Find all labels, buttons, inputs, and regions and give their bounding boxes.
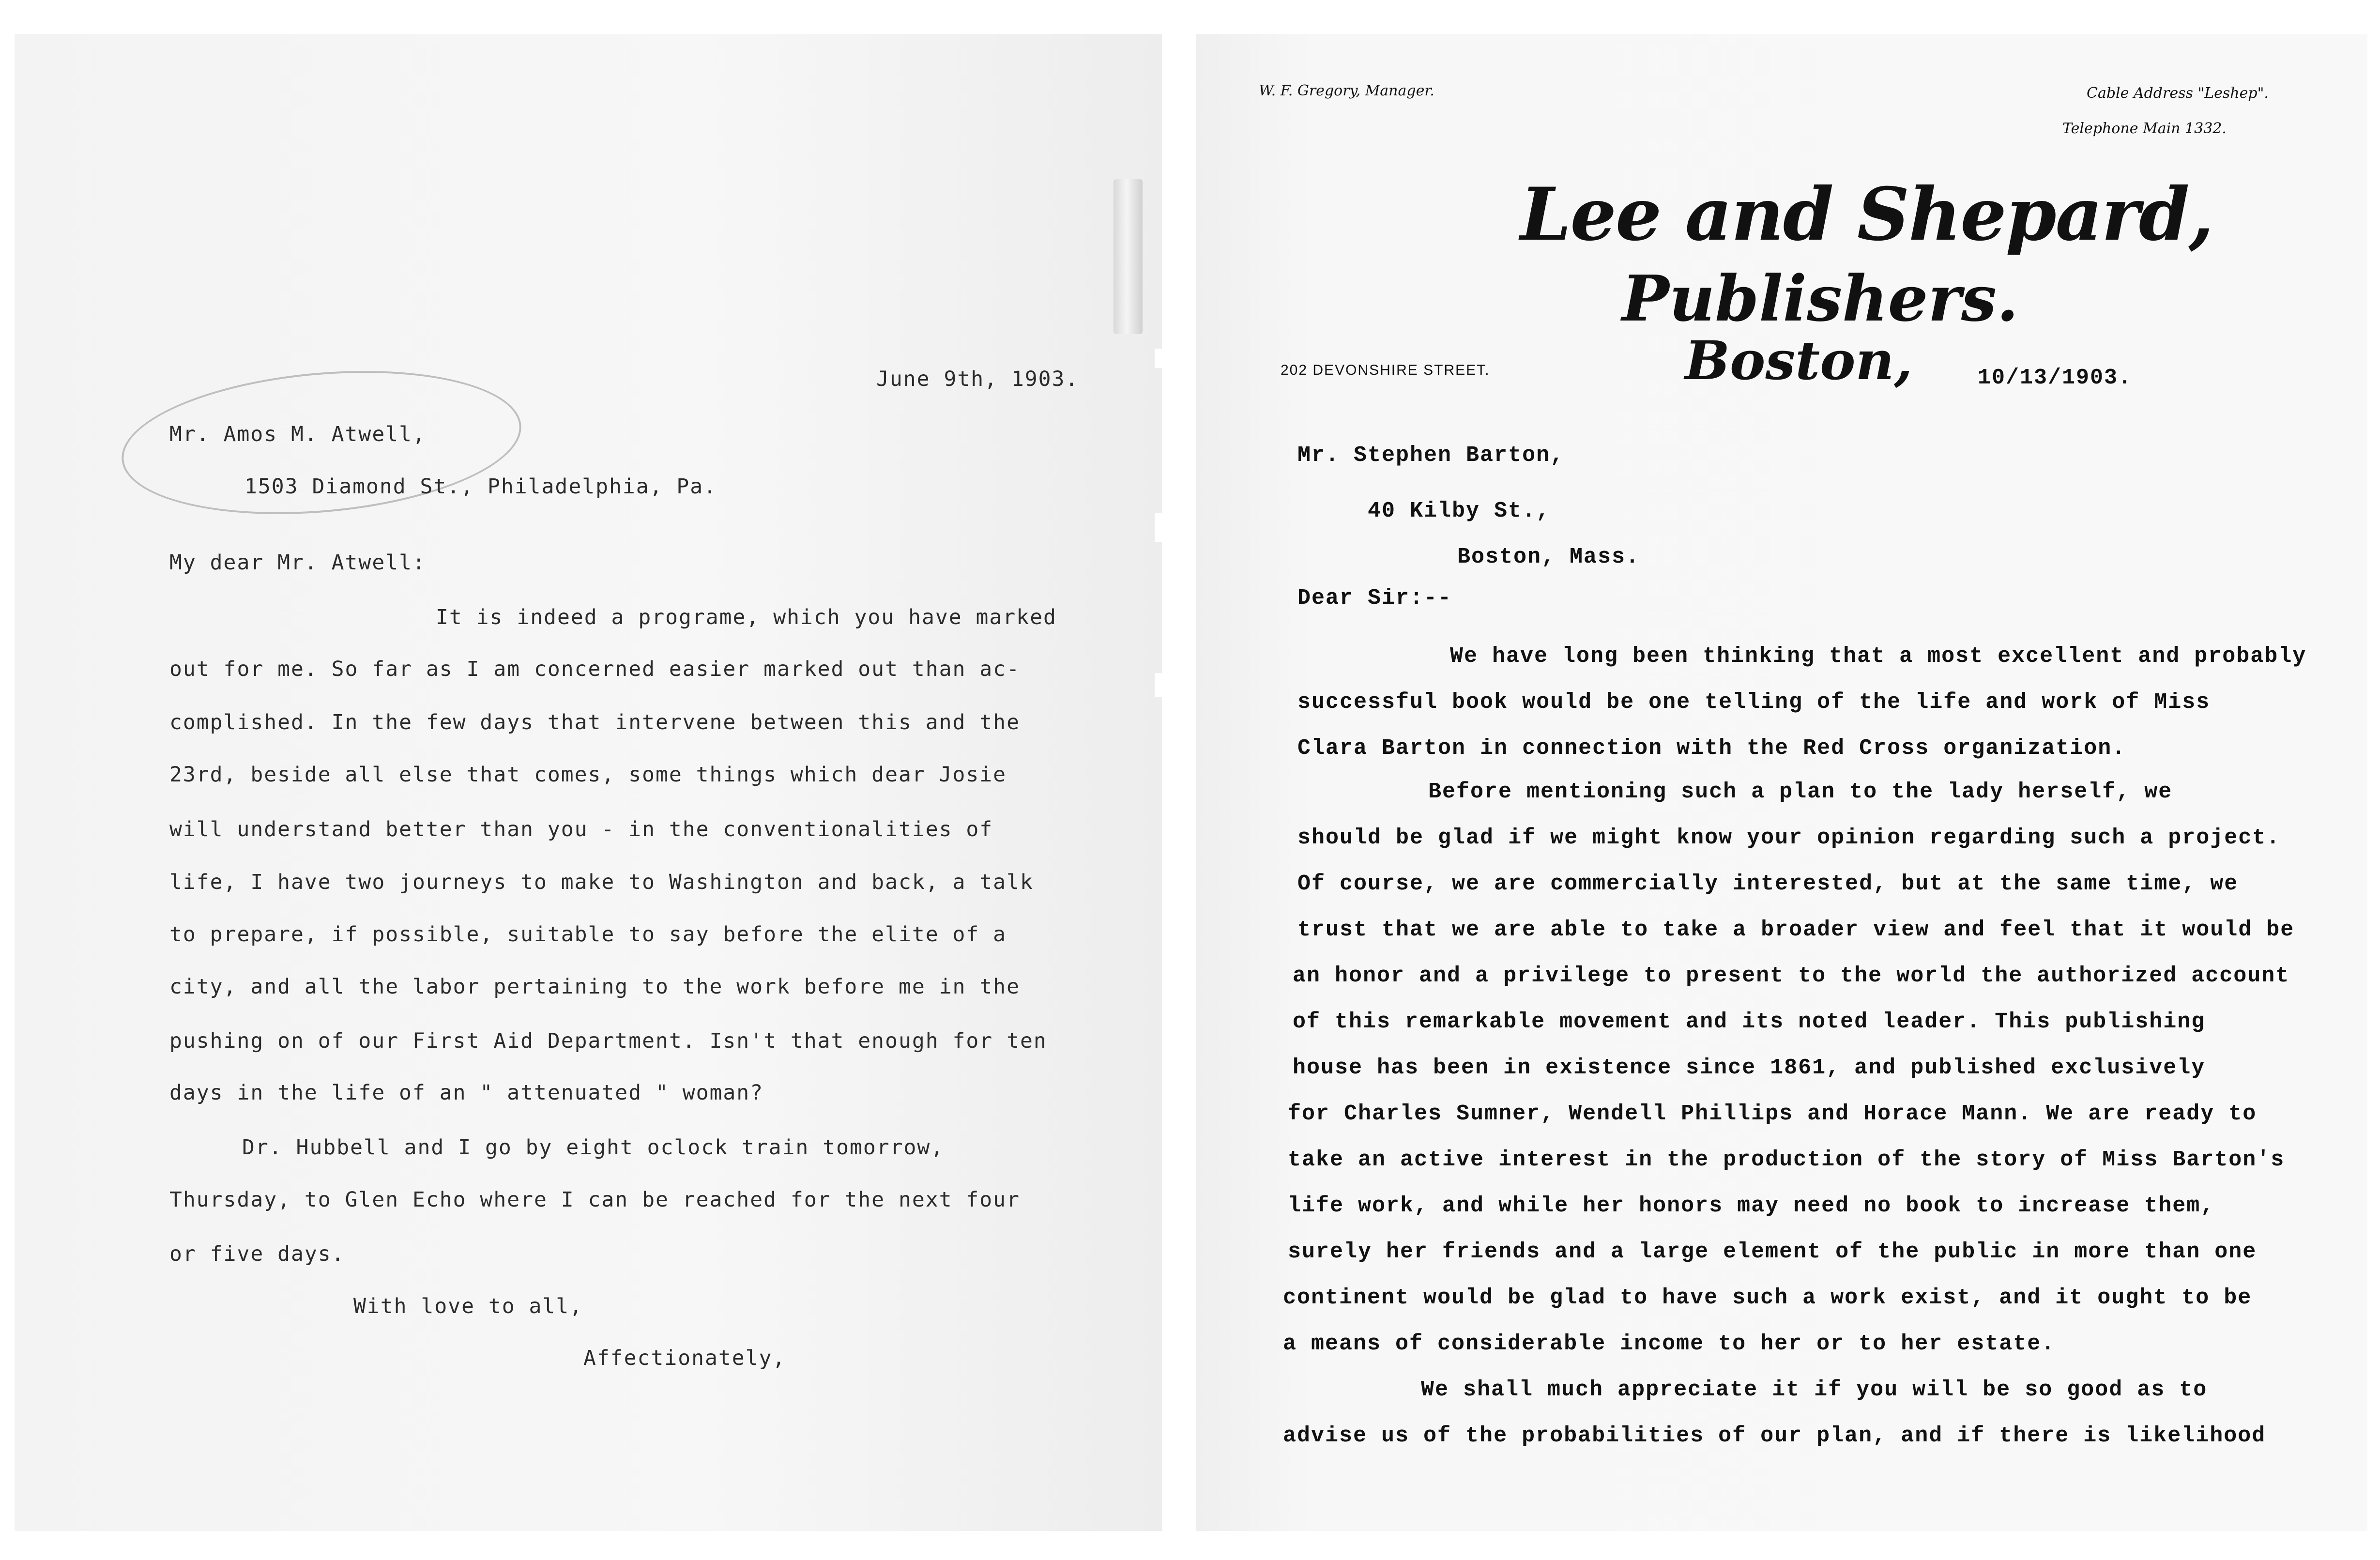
right-body-line: advise us of the probabilities of our plan, and if there is likelihood — [1283, 1423, 2266, 1448]
right-body-line: house has been in existence since 1861, and published exclusively — [1293, 1055, 2206, 1080]
left-body-line: out for me. So far as I am concerned easier marked out than ac- — [169, 657, 1020, 681]
letterhead-cable-address: Cable Address "Leshep". — [2087, 85, 2269, 102]
right-body-line: We have long been thinking that a most excellent and probably — [1450, 644, 2307, 669]
left-body-line: or five days. — [169, 1242, 345, 1266]
right-body-line: of this remarkable movement and its noted leader. This publishing — [1293, 1009, 2206, 1034]
right-date: 10/13/1903. — [1978, 366, 2133, 390]
right-body-line: take an active interest in the production of the story of Miss Barton's — [1288, 1147, 2285, 1172]
left-body-line: days in the life of an " attenuated " woman? — [169, 1081, 764, 1105]
right-recipient-city: Boston, Mass. — [1457, 545, 1640, 569]
paper-tear — [1155, 673, 1163, 697]
paper-tear — [1155, 349, 1163, 368]
right-body-line: continent would be glad to have such a work exist, and it ought to be — [1283, 1285, 2252, 1310]
left-body-line: It is indeed a programe, which you have marked — [436, 605, 1057, 629]
right-recipient-street: 40 Kilby St., — [1368, 499, 1551, 523]
left-body-line: Thursday, to Glen Echo where I can be reached for the next four — [169, 1188, 1020, 1212]
left-body-line: life, I have two journeys to make to Washington and back, a talk — [169, 870, 1034, 894]
right-body-line: surely her friends and a large element of the public in more than one — [1288, 1239, 2257, 1264]
right-body-line: trust that we are able to take a broader view and feel that it would be — [1297, 918, 2295, 942]
right-body-line: life work, and while her honors may need no book to increase them, — [1288, 1193, 2215, 1218]
right-body-line: should be glad if we might know your opinion regarding such a project. — [1297, 826, 2281, 850]
paper-fold-shadow — [1114, 179, 1143, 334]
letterhead-city: Boston, — [1685, 329, 1913, 392]
right-salutation: Dear Sir:-- — [1297, 586, 1452, 611]
left-body-line: complished. In the few days that intervene between this and the — [169, 710, 1020, 734]
left-body-line: city, and all the labor pertaining to the work before me in the — [169, 975, 1020, 999]
right-body-line: a means of considerable income to her or to her estate. — [1283, 1331, 2056, 1356]
left-body-line: pushing on of our First Aid Department. Isn't that enough for ten — [169, 1029, 1047, 1053]
letterhead-manager: W. F. Gregory, Manager. — [1259, 82, 1434, 99]
paper-tear — [1155, 513, 1163, 542]
left-recipient-name: Mr. Amos M. Atwell, — [169, 422, 426, 446]
right-body-line: an honor and a privilege to present to the world the authorized account — [1293, 964, 2290, 988]
right-recipient-name: Mr. Stephen Barton, — [1297, 443, 1565, 468]
letterhead-publishers: Publishers. — [1622, 261, 2019, 336]
left-body-line: will understand better than you - in the conventionalities of — [169, 817, 993, 841]
letterhead-street: 202 DEVONSHIRE STREET. — [1281, 362, 1490, 378]
letterhead-telephone: Telephone Main 1332. — [2062, 120, 2227, 137]
left-salutation: My dear Mr. Atwell: — [169, 551, 426, 575]
left-recipient-address: 1503 Diamond St., Philadelphia, Pa. — [244, 474, 717, 499]
right-body-line: successful book would be one telling of the life and work of Miss — [1297, 690, 2211, 715]
page-gutter — [1162, 0, 1196, 1560]
right-body-line: We shall much appreciate it if you will be so good as to — [1421, 1377, 2208, 1402]
letterhead-firm-name: Lee and Shepard, — [1520, 172, 2213, 257]
left-signoff: Affectionately, — [583, 1346, 786, 1370]
left-closing: With love to all, — [353, 1294, 583, 1318]
left-date: June 9th, 1903. — [876, 367, 1079, 391]
right-body-line: Of course, we are commercially interested, but at the same time, we — [1297, 872, 2239, 896]
right-body-line: Before mentioning such a plan to the lady herself, we — [1428, 780, 2173, 804]
right-body-line: Clara Barton in connection with the Red Cross organization. — [1297, 736, 2126, 761]
left-body-line: Dr. Hubbell and I go by eight oclock train tomorrow, — [242, 1135, 945, 1160]
left-body-line: to prepare, if possible, suitable to say before the elite of a — [169, 922, 1007, 947]
left-body-line: 23rd, beside all else that comes, some things which dear Josie — [169, 763, 1007, 787]
right-body-line: for Charles Sumner, Wendell Phillips and Horace Mann. We are ready to — [1288, 1101, 2257, 1126]
